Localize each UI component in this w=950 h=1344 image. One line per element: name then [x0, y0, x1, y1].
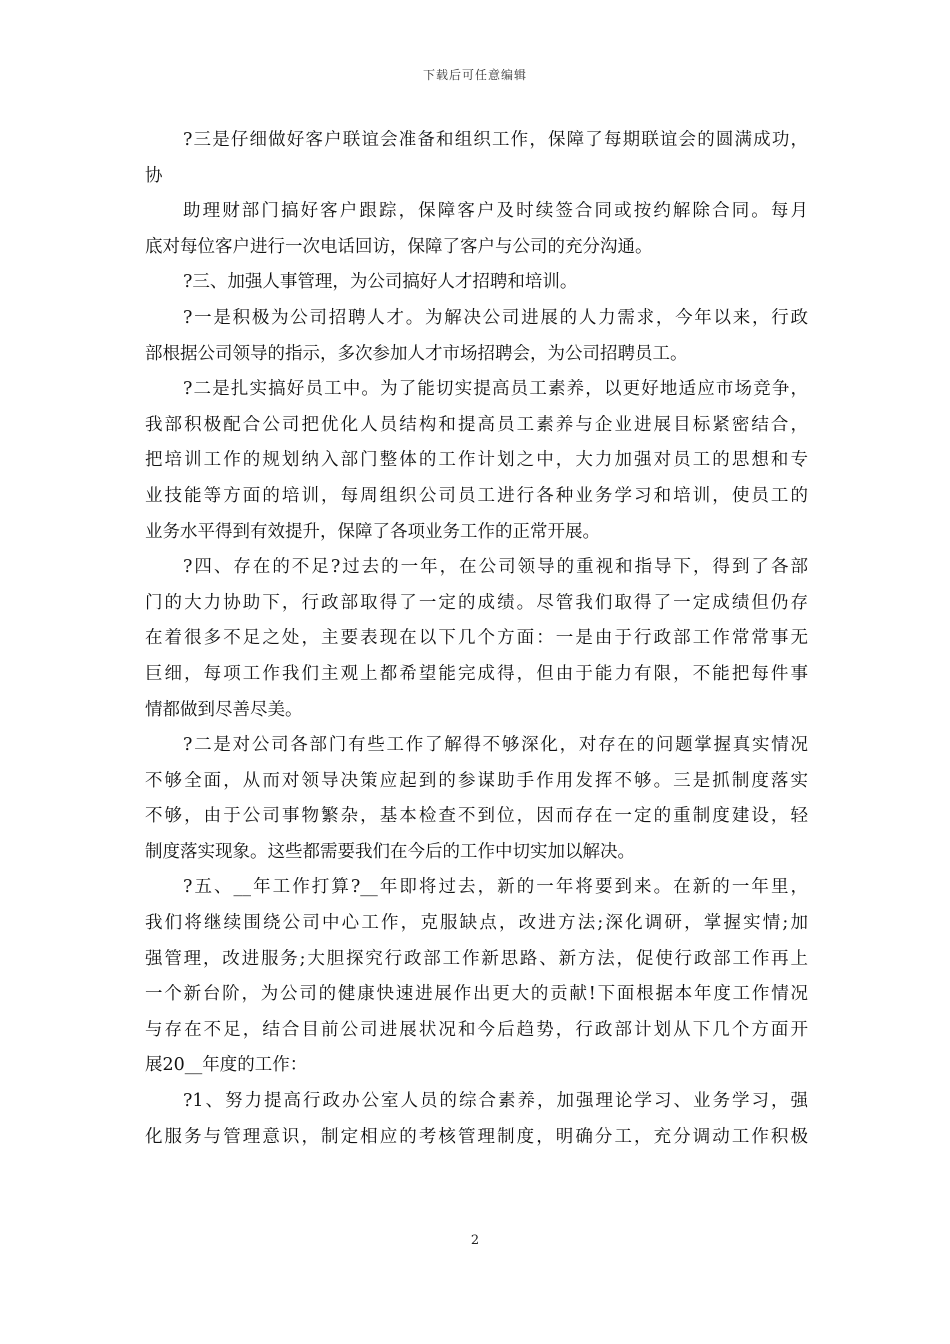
text-line: ?二是扎实搞好员工中。为了能切实提高员工素养，以更好地适应市场竞争， — [183, 379, 808, 400]
text-line: 化服务与管理意识，制定相应的考核管理制度，明确分工，充分调动工作积极 — [145, 1126, 808, 1147]
document-body — [145, 123, 808, 1155]
text-line: 协 — [145, 165, 163, 186]
text-line: 助理财部门搞好客户跟踪，保障客户及时续签合同或按约解除合同。每月 — [183, 201, 808, 222]
text-line: 与存在不足，结合目前公司进展状况和今后趋势，行政部计划从下几个方面开 — [145, 1019, 808, 1040]
text-line: 不够全面，从而对领导决策应起到的参谋助手作用发挥不够。三是抓制度落实 — [145, 770, 808, 791]
text-line: 底对每位客户进行一次电话回访，保障了客户与公司的充分沟通。 — [145, 236, 653, 257]
text-line: 我们将继续围绕公司中心工作，克服缺点，改进方法;深化调研，掌握实情;加 — [145, 913, 808, 934]
text-line: ?四、存在的不足?过去的一年，在公司领导的重视和指导下，得到了各部 — [183, 557, 808, 578]
text-line: 业技能等方面的培训，每周组织公司员工进行各种业务学习和培训，使员工的 — [145, 485, 808, 506]
text-line: 把培训工作的规划纳入部门整体的工作计划之中，大力加强对员工的思想和专 — [145, 450, 808, 471]
page-header: 下载后可任意编辑 — [422, 68, 527, 82]
text-line: ?五、__年工作打算?__年即将过去，新的一年将要到来。在新的一年里， — [183, 877, 808, 898]
text-line: 一个新台阶，为公司的健康快速进展作出更大的贡献!下面根据本年度工作情况 — [145, 984, 808, 1005]
text-line: 我部积极配合公司把优化人员结构和提高员工素养与企业进展目标紧密结合， — [145, 414, 808, 435]
text-line: 展20__年度的工作： — [145, 1055, 308, 1076]
text-line: 情都做到尽善尽美。 — [145, 699, 303, 720]
text-line: ?1、努力提高行政办公室人员的综合素养，加强理论学习、业务学习，强 — [183, 1091, 808, 1112]
text-line: 业务水平得到有效提升，保障了各项业务工作的正常开展。 — [145, 521, 600, 542]
text-line: ?二是对公司各部门有些工作了解得不够深化，对存在的问题掌握真实情况 — [183, 735, 808, 756]
text-line: 制度落实现象。这些都需要我们在今后的工作中切实加以解决。 — [145, 841, 635, 862]
text-line: 巨细，每项工作我们主观上都希望能完成得，但由于能力有限，不能把每件事 — [145, 663, 808, 684]
page-number: 2 — [470, 1233, 480, 1248]
text-line: ?三、加强人事管理，为公司搞好人才招聘和培训。 — [183, 272, 578, 293]
text-line: 不够，由于公司事物繁杂，基本检查不到位，因而存在一定的重制度建设，轻 — [145, 806, 808, 827]
text-line: 在着很多不足之处，主要表现在以下几个方面：一是由于行政部工作常常事无 — [145, 628, 808, 649]
text-line: ?一是积极为公司招聘人才。为解决公司进展的人力需求，今年以来，行政 — [183, 307, 808, 328]
text-line: 门的大力协助下，行政部取得了一定的成绩。尽管我们取得了一定成绩但仍存 — [145, 592, 808, 613]
text-line: ?三是仔细做好客户联谊会准备和组织工作，保障了每期联谊会的圆满成功， — [183, 130, 808, 150]
text-line: 强管理，改进服务;大胆探究行政部工作新思路、新方法，促使行政部工作再上 — [145, 948, 808, 969]
text-line: 部根据公司领导的指示，多次参加人才市场招聘会，为公司招聘员工。 — [145, 343, 688, 364]
